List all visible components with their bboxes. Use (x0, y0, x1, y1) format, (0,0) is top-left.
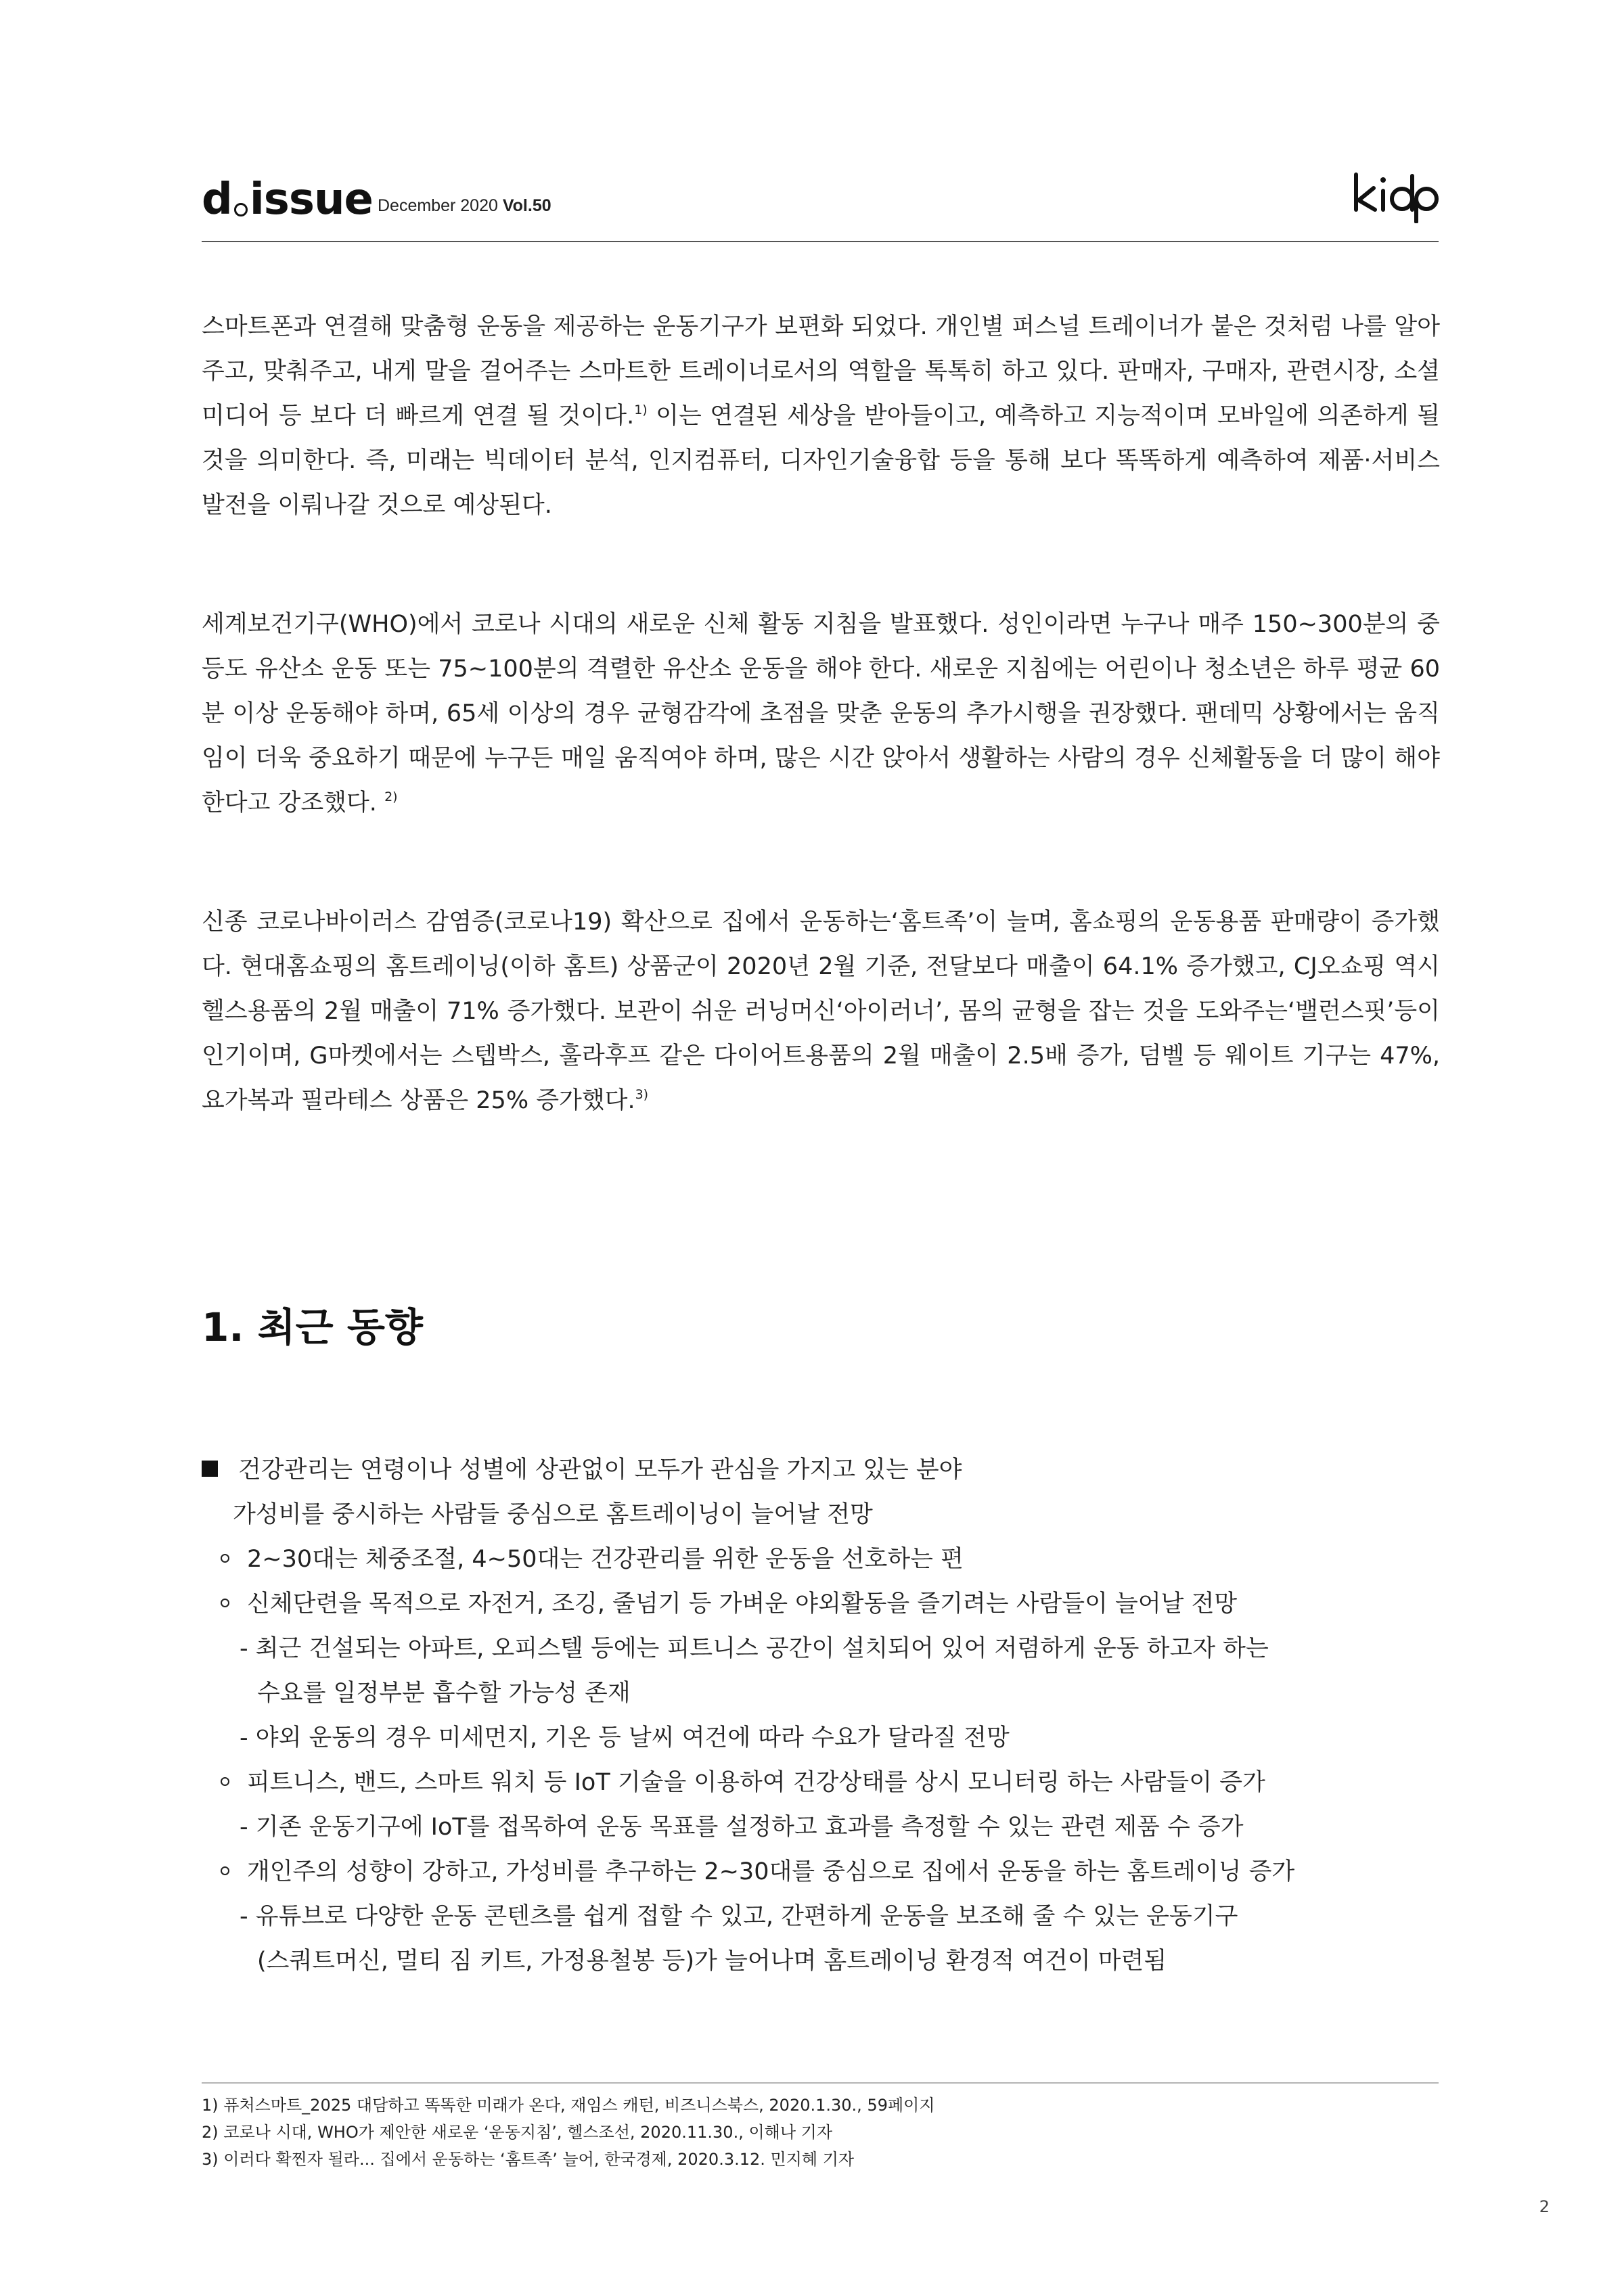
brand-wordmark: d issue (202, 175, 373, 225)
footnotes (202, 2092, 935, 2173)
trend-list (202, 1448, 1440, 1983)
footnote-divider (202, 2082, 1439, 2084)
list-item: - 유튜브로 다양한 운동 콘텐츠를 쉽게 접할 수 있고, 간편하게 운동을 보조해 줄 수 있는 운동기구 (240, 1903, 1238, 1930)
footnote-item: 1) 퓨처스마트_2025 대담하고 똑똑한 미래가 온다, 재임스 캐턴, 비즈니스북스, 2020.1.30., 59페이지 (202, 2096, 935, 2115)
list-item: 개인주의 성향이 강하고, 가성비를 추구하는 2~30대를 중심으로 집에서 운동을 하는 홈트레이닝 증가 (202, 1850, 1440, 1894)
list-item: - 기존 운동기구에 IoT를 접목하여 운동 목표를 설정하고 효과를 측정할 수 있는 관련 제품 수 증가 (240, 1814, 1244, 1841)
list-item: 피트니스, 밴드, 스마트 워치 등 IoT 기술을 이용하여 건강상태를 상시 모니터링 하는 사람들이 증가 (202, 1760, 1440, 1805)
circle-bullet-icon (221, 1777, 229, 1786)
footnote-item: 3) 이러다 확찐자 될라... 집에서 운동하는 ‘홈트족’ 늘어, 한국경제, 2020.3.12. 민지혜 기자 (202, 2150, 855, 2169)
footnote-ref-1: 1) (634, 403, 648, 417)
square-bullet-icon (202, 1461, 218, 1477)
circle-bullet-icon (221, 1599, 229, 1607)
home-training-sales-paragraph: 신종 코로나바이러스 감염증(코로나19) 확산으로 집에서 운동하는‘홈트족’이 늘며, 홈쇼핑의 운동용품 판매량이 증가했다. 현대홈쇼핑의 홈트레이닝(이하 홈트) 상품군이 2020년 2월 기준, 전달보다 매출이 64.1% 증가했고, CJ오쇼핑 역시 헬스용품의 2월 매출이 71% 증가했다. 보관이 쉬운 러닝머신‘아이러너’, 몸의 균형을 잡는 것을 도와주는‘밸런스핏’등이 인기이며, G마켓에서는 스텝박스, 훌라후프 같은 다이어트용품의 2월 매출이 2.5배 증가, 덤벨 등 웨이트 기구는 47%, 요가복과 필라테스 상품은 25% 증가했다.$^{3)}$ (202, 909, 1440, 1114)
issue-volume: Vol.50 (502, 196, 551, 215)
list-item: 수요를 일정부분 흡수할 가능성 존재 (257, 1680, 631, 1707)
issue-date: December 2020 Vol.50 (378, 196, 551, 215)
list-item: (스쿼트머신, 멀티 짐 키트, 가정용철봉 등)가 늘어나며 홈트레이닝 환경적 여건이 마련됨 (257, 1948, 1167, 1975)
footnote-ref-3: 3) (635, 1087, 649, 1102)
footnote-item: 2) 코로나 시대, WHO가 제안한 새로운 ‘운동지침’, 헬스조선, 2020.11.30., 이해나 기자 (202, 2123, 833, 2142)
list-item: 신체단련을 목적으로 자전거, 조깅, 줄넘기 등 가벼운 야외활동을 즐기려는 사람들이 늘어날 전망 (202, 1582, 1440, 1626)
circle-bullet-icon (221, 1866, 229, 1875)
who-guideline-paragraph: 세계보건기구(WHO)에서 코로나 시대의 새로운 신체 활동 지침을 발표했다. 성인이라면 누구나 매주 150~300분의 중등도 유산소 운동 또는 75~100분의 격렬한 유산소 운동을 해야 한다. 새로운 지침에는 어린이나 청소년은 하루 평균 60분 이상 운동해야 하며, 65세 이상의 경우 균형감각에 초점을 맞춘 운동의 추가시행을 권장했다. 팬데믹 상황에서는 움직임이 더욱 중요하기 때문에 누구든 매일 움직여야 하며, 많은 시간 앉아서 생활하는 사람의 경우 신체활동을 더 많이 해야 한다고 강조했다. $^{2)}$ (202, 611, 1440, 817)
page-number: 2 (1539, 2197, 1550, 2216)
list-item: 2~30대는 체중조절, 4~50대는 건강관리를 위한 운동을 선호하는 편 (202, 1537, 1440, 1582)
footnote-ref-2: 2) (384, 789, 398, 804)
circle-bullet-icon (221, 1554, 229, 1563)
list-item: - 야외 운동의 경우 미세먼지, 기온 등 날씨 여건에 따라 수요가 달라질 전망 (240, 1724, 1010, 1751)
page-header (202, 169, 1439, 242)
list-item: - 최근 건설되는 아파트, 오피스텔 등에는 피트니스 공간이 설치되어 있어 저렴하게 운동 하고자 하는 (240, 1635, 1269, 1662)
list-item: 건강관리는 연령이나 성별에 상관없이 모두가 관심을 가지고 있는 분야 (202, 1448, 1440, 1492)
kidp-logo (1351, 169, 1439, 223)
section-title: 1. 최근 동향 (202, 1304, 423, 1350)
list-item: 가성비를 중시하는 사람들 중심으로 홈트레이닝이 늘어날 전망 (233, 1501, 873, 1528)
brand-dot-icon (234, 203, 248, 216)
intro-paragraph: 스마트폰과 연결해 맞춤형 운동을 제공하는 운동기구가 보편화 되었다. 개인별 퍼스널 트레이너가 붙은 것처럼 나를 알아주고, 맞춰주고, 내게 말을 걸어주는 스마트한 트레이너로서의 역할을 톡톡히 하고 있다. 판매자, 구매자, 관련시장, 소셜미디어 등 보다 더 빠르게 연결 될 것이다.$^{1)}$ 이는 연결된 세상을 받아들이고, 예측하고 지능적이며 모바일에 의존하게 될 것을 의미한다. 즉, 미래는 빅데이터 분석, 인지컴퓨터, 디자인기술융합 등을 통해 보다 똑똑하게 예측하여 제품·서비스 발전을 이뤄나갈 것으로 예상된다. (202, 313, 1440, 519)
